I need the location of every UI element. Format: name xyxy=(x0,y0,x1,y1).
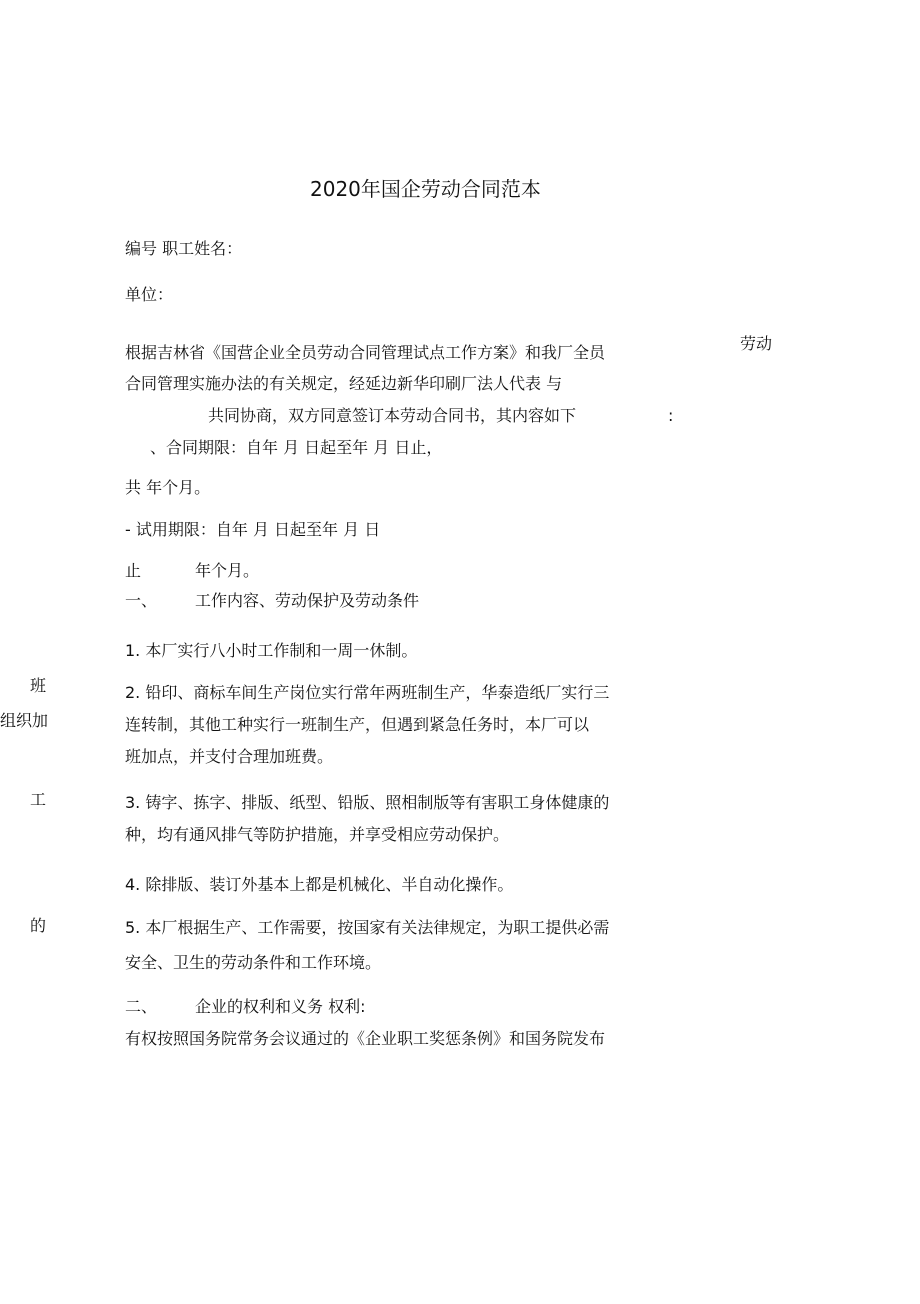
margin-text: 组织加 xyxy=(0,711,49,730)
list-item: 种，均有通风排气等防护措施，并享受相应劳动保护。 xyxy=(125,825,510,844)
trial-period-line: - 试用期限：自年 月 日起至年 月 日 xyxy=(125,520,381,539)
paragraph-colon: : xyxy=(668,406,674,425)
margin-text: 劳动 xyxy=(740,334,773,353)
section-title: 企业的权利和义务 权利: xyxy=(195,997,366,1016)
paragraph-line: 合同管理实施办法的有关规定，经延边新华印刷厂法人代表 与 xyxy=(125,374,563,393)
margin-text: 工 xyxy=(30,790,47,809)
margin-text: 的 xyxy=(30,916,47,935)
trial-period-line: 年个月。 xyxy=(195,561,260,580)
unit-line: 单位： xyxy=(125,285,174,304)
list-item: 3. 铸字、拣字、排版、纸型、铅版、照相制版等有害职工身体健康的 xyxy=(125,793,610,812)
list-item: 2. 铅印、商标车间生产岗位实行常年两班制生产，华泰造纸厂实行三 xyxy=(125,683,610,702)
list-item: 连转制，其他工种实行一班制生产，但遇到紧急任务时，本厂可以 xyxy=(125,715,590,734)
paragraph-line: 共同协商，双方同意签订本劳动合同书，其内容如下 xyxy=(208,406,577,425)
list-item: 安全、卫生的劳动条件和工作环境。 xyxy=(125,953,382,972)
paragraph-line: 有权按照国务院常务会议通过的《企业职工奖惩条例》和国务院发布 xyxy=(125,1029,606,1048)
paragraph-line: 根据吉林省《国营企业全员劳动合同管理试点工作方案》和我厂全员 xyxy=(125,343,606,362)
section-number: 一、 xyxy=(125,591,158,610)
list-item: 5. 本厂根据生产、工作需要，按国家有关法律规定，为职工提供必需 xyxy=(125,918,610,937)
list-item: 1. 本厂实行八小时工作制和一周一休制。 xyxy=(125,641,418,660)
document-title: 2020年国企劳动合同范本 xyxy=(310,177,541,201)
contract-term-line: 、合同期限：自年 月 日起至年 月 日止， xyxy=(150,438,443,457)
list-item: 4. 除排版、装订外基本上都是机械化、半自动化操作。 xyxy=(125,875,514,894)
list-item: 班加点，并支付合理加班费。 xyxy=(125,747,334,766)
number-name-line: 编号 职工姓名： xyxy=(125,239,243,258)
trial-period-line: 止 xyxy=(125,561,142,580)
section-number: 二、 xyxy=(125,997,158,1016)
margin-text: 班 xyxy=(30,676,47,695)
contract-term-line: 共 年个月。 xyxy=(125,478,211,497)
section-title: 工作内容、劳动保护及劳动条件 xyxy=(195,591,420,610)
